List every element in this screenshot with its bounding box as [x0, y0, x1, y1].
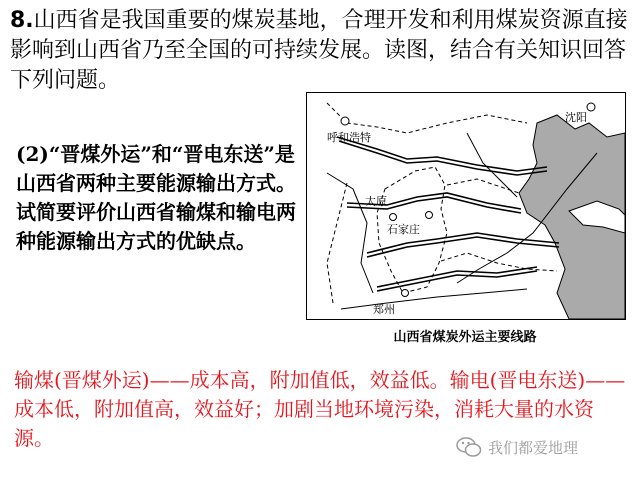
- wechat-icon: [456, 436, 482, 458]
- city-label-shenyang: 沈阳: [565, 111, 587, 124]
- city-dot-huhehaote: [341, 117, 349, 125]
- coal-transport-map: [306, 92, 626, 320]
- province-border: [327, 103, 527, 133]
- answer-text: 输煤(晋煤外运)——成本高，附加值低，效益低。输电(晋电东送)——成本低，附加值高，效益好；加剧当地环境污染，消耗大量的水资源。: [14, 368, 626, 450]
- map-svg: [307, 93, 625, 319]
- question-text: [10, 6, 632, 96]
- question-body: 山西省是我国重要的煤炭基地，合理开发和利用煤炭资源直接影响到山西省乃至全国的可持续发展。读图，结合有关知识回答下列问题。: [10, 8, 628, 93]
- subquestion-text: (2)“晋煤外运”和“晋电东送”是山西省两种主要能源输出方式。试简要评价山西省输煤和输电两种能源输出方式的优缺点。: [16, 142, 296, 253]
- city-dot-shenyang: [587, 103, 595, 111]
- railway-lines: [337, 137, 559, 291]
- province-border: [327, 183, 347, 303]
- city-label-shijiazhuang: 石家庄: [387, 223, 420, 236]
- map-caption: 山西省煤炭外运主要线路: [393, 330, 537, 345]
- railway-line: [377, 271, 537, 291]
- city-dot-taiyuan: [390, 214, 397, 221]
- province-border: [441, 253, 557, 271]
- city-label-huhehaote: 呼和浩特: [327, 131, 371, 144]
- city-dot-shijiazhuang: [426, 212, 433, 219]
- watermark-text: 我们都爱地理: [488, 438, 579, 457]
- city-dot-zhengzhou: [402, 290, 409, 297]
- province-border: [447, 179, 519, 193]
- railway-line: [377, 267, 537, 287]
- question-number: 8.: [10, 8, 34, 33]
- river: [341, 289, 527, 309]
- watermark: [456, 434, 578, 460]
- city-label-taiyuan: 太原: [365, 195, 387, 208]
- city-label-zhengzhou: 郑州: [373, 303, 395, 316]
- river: [327, 173, 373, 293]
